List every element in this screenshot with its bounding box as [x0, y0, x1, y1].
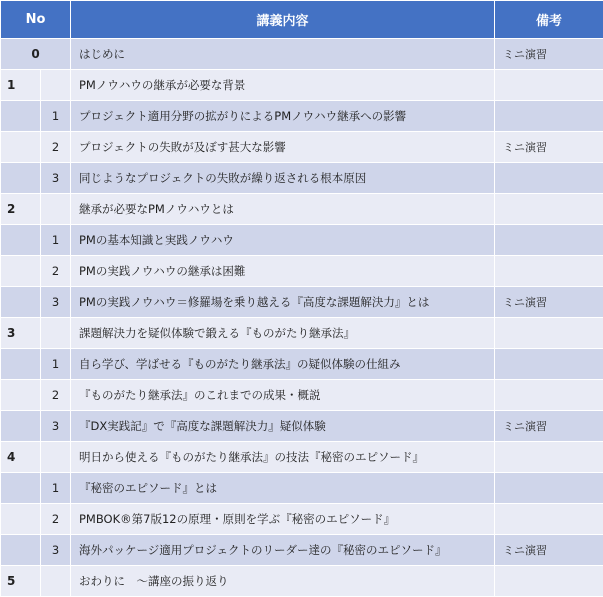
subsection-number	[41, 194, 71, 225]
note-cell	[495, 380, 603, 411]
note-cell	[495, 566, 603, 597]
lecture-content: PMBOK®第7版12の原理・原則を学ぶ『秘密のエピソード』	[71, 504, 495, 535]
section-number	[1, 287, 41, 318]
subsection-number	[41, 566, 71, 597]
note-cell: ミニ演習	[495, 535, 603, 566]
header-no: No	[1, 1, 71, 39]
section-number	[1, 256, 41, 287]
section-number	[1, 225, 41, 256]
table-row	[1, 70, 603, 101]
section-number: 1	[1, 70, 41, 101]
lecture-content: PMの基本知識と実践ノウハウ	[71, 225, 495, 256]
subsection-number: 3	[41, 287, 71, 318]
header-row	[1, 1, 603, 39]
subsection-number: 1	[41, 225, 71, 256]
subsection-number: 2	[41, 132, 71, 163]
lecture-content: 自ら学び、学ばせる『ものがたり継承法』の疑似体験の仕組み	[71, 349, 495, 380]
table-row	[1, 101, 603, 132]
lecture-content: 明日から使える『ものがたり継承法』の技法『秘密のエピソード』	[71, 442, 495, 473]
table-row	[1, 442, 603, 473]
note-cell	[495, 473, 603, 504]
note-cell	[495, 442, 603, 473]
note-cell: ミニ演習	[495, 39, 603, 70]
table-row	[1, 504, 603, 535]
section-number	[1, 132, 41, 163]
subsection-number: 1	[41, 101, 71, 132]
section-number: 5	[1, 566, 41, 597]
note-cell	[495, 318, 603, 349]
table-row	[1, 225, 603, 256]
lecture-content: 『DX実践記』で『高度な課題解決力』疑似体験	[71, 411, 495, 442]
section-number: 2	[1, 194, 41, 225]
lecture-content: おわりに ～講座の振り返り	[71, 566, 495, 597]
note-cell	[495, 163, 603, 194]
subsection-number: 2	[41, 504, 71, 535]
lecture-content: 継承が必要なPMノウハウとは	[71, 194, 495, 225]
lecture-content: 同じようなプロジェクトの失敗が繰り返される根本原因	[71, 163, 495, 194]
section-number: 0	[1, 39, 71, 70]
table-row	[1, 566, 603, 597]
note-cell	[495, 504, 603, 535]
note-cell	[495, 70, 603, 101]
note-cell: ミニ演習	[495, 411, 603, 442]
table-row	[1, 411, 603, 442]
subsection-number: 2	[41, 380, 71, 411]
table-row	[1, 163, 603, 194]
section-number	[1, 473, 41, 504]
section-number: 3	[1, 318, 41, 349]
subsection-number: 3	[41, 535, 71, 566]
lecture-content: はじめに	[71, 39, 495, 70]
note-cell	[495, 194, 603, 225]
subsection-number	[41, 442, 71, 473]
lecture-content: 課題解決力を疑似体験で鍛える『ものがたり継承法』	[71, 318, 495, 349]
subsection-number	[41, 318, 71, 349]
section-number	[1, 504, 41, 535]
lecture-content: PMノウハウの継承が必要な背景	[71, 70, 495, 101]
section-number	[1, 535, 41, 566]
subsection-number: 2	[41, 256, 71, 287]
table-row	[1, 349, 603, 380]
table-row	[1, 256, 603, 287]
section-number	[1, 349, 41, 380]
table-row	[1, 473, 603, 504]
lecture-content: プロジェクト適用分野の拡がりによるPMノウハウ継承への影響	[71, 101, 495, 132]
table-row	[1, 132, 603, 163]
header-content: 講義内容	[71, 1, 495, 39]
subsection-number: 3	[41, 411, 71, 442]
table-row	[1, 194, 603, 225]
lecture-content: 『秘密のエピソード』とは	[71, 473, 495, 504]
section-number	[1, 101, 41, 132]
note-cell	[495, 225, 603, 256]
lecture-content: PMの実践ノウハウの継承は困難	[71, 256, 495, 287]
subsection-number: 3	[41, 163, 71, 194]
lecture-content: プロジェクトの失敗が及ぼす甚大な影響	[71, 132, 495, 163]
note-cell: ミニ演習	[495, 132, 603, 163]
lecture-content: 『ものがたり継承法』のこれまでの成果・概説	[71, 380, 495, 411]
table-row	[1, 380, 603, 411]
table-row	[1, 287, 603, 318]
table-row	[1, 318, 603, 349]
lecture-content: PMの実践ノウハウ＝修羅場を乗り越える『高度な課題解決力』とは	[71, 287, 495, 318]
note-cell	[495, 256, 603, 287]
section-number: 4	[1, 442, 41, 473]
subsection-number: 1	[41, 349, 71, 380]
note-cell: ミニ演習	[495, 287, 603, 318]
subsection-number: 1	[41, 473, 71, 504]
subsection-number	[41, 70, 71, 101]
table-row	[1, 39, 603, 70]
note-cell	[495, 101, 603, 132]
table-row	[1, 535, 603, 566]
lecture-content: 海外パッケージ適用プロジェクトのリーダー達の『秘密のエピソード』	[71, 535, 495, 566]
note-cell	[495, 349, 603, 380]
header-note: 備考	[495, 1, 603, 39]
section-number	[1, 411, 41, 442]
section-number	[1, 163, 41, 194]
section-number	[1, 380, 41, 411]
